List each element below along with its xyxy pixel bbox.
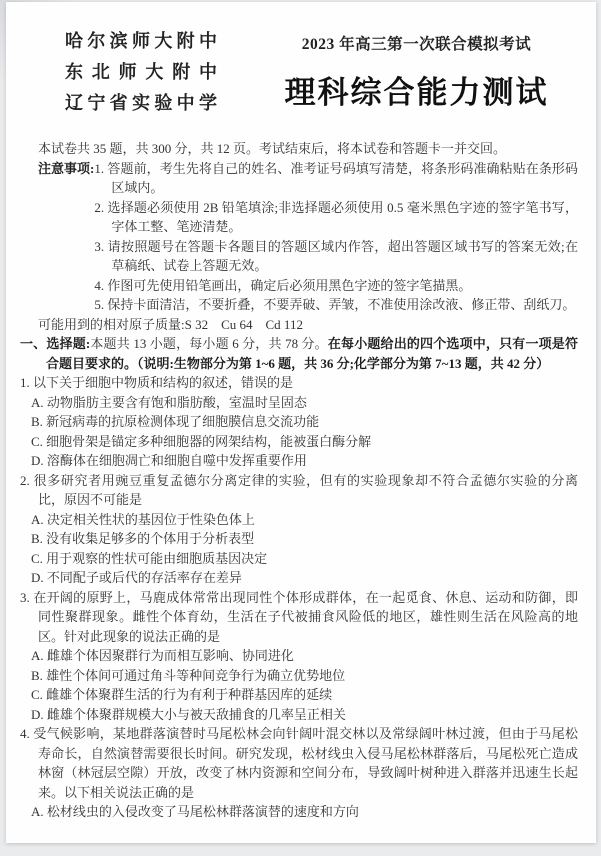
school-name: 哈尔滨师大附中 <box>65 31 217 51</box>
school-name: 辽宁省实验中学 <box>65 93 217 113</box>
notice-items <box>94 159 578 315</box>
option-line: B. 没有收集足够多的个体用于分析表型 <box>31 531 255 546</box>
question-block <box>20 724 578 822</box>
school-list <box>65 26 217 119</box>
exam-page <box>6 2 596 843</box>
question-block <box>20 373 578 471</box>
notice-block <box>38 159 578 315</box>
question-block <box>20 588 578 725</box>
multiple-choice-section <box>20 334 578 822</box>
question-number: 1. <box>20 375 30 390</box>
question-stem <box>20 471 578 510</box>
masthead <box>65 2 578 119</box>
option-line: C. 用于观察的性状可能由细胞质基因决定 <box>31 550 268 566</box>
option-line: D. 不同配子或后代的存活率存在差异 <box>31 570 242 585</box>
notice-item: 3. 请按照题号在答题卡各题目的答题区域内作答，超出答题区域书写的答案无效;在草稿纸、试卷上答题无效。 <box>94 238 578 273</box>
question-number: 3. <box>20 589 30 605</box>
title-block <box>255 26 578 112</box>
notice-item: 5. 保持卡面清洁，不要折叠，不要弄破、弄皱，不准使用涂改液、修正带、刮纸刀。 <box>94 297 576 312</box>
question-stem <box>20 588 578 647</box>
option-line: A. 动物脂肪主要含有饱和脂肪酸，室温时呈固态 <box>31 394 307 410</box>
atomic-mass-line: 可能用到的相对原子质量:S 32 Cu 64 Cd 112 <box>38 316 303 332</box>
option-line: D. 雌雄个体聚群规模大小与被天敌捕食的几率呈正相关 <box>31 706 346 722</box>
exam-instructions <box>38 139 578 334</box>
section-header <box>20 334 578 373</box>
option-line: A. 松材线虫的入侵改变了马尾松林群落演替的速度和方向 <box>31 804 359 819</box>
section-rule: 在每小题给出的四个选项中，只有一项是符合题目要求的。 <box>46 336 578 371</box>
section-stats: 本题共 13 小题，每小题 6 分，共 78 分。 <box>90 336 328 351</box>
option-line: A. 决定相关性状的基因位于性染色体上 <box>31 511 255 527</box>
question-text: 在开阔的原野上，马鹿成体常常出现同性个体形成群体，在一起觅食、休息、运动和防御，即同性聚群现象。雌性个体育幼，生活在子代被捕食风险低的地区，雄性则生活在风险高的地区。针对此现象的说法正确的是 <box>33 589 578 644</box>
question-text: 受气候影响，某地群落演替时马尾松林会向针阔叶混交林以及常绿阔叶林过渡，但由于马尾松寿命长，自然演替需要很长时间。研究发现，松材线虫入侵马尾松林群落后，马尾松死亡造成林窗（林冠层空隙）开放，改变了林内资源和空间分布，导致阔叶树种进入群落并迅速生长起来。以下相关说法正确的是 <box>33 726 578 800</box>
option-line: B. 雄性个体间可通过角斗等种间竞争行为确立优势地位 <box>31 667 346 683</box>
notice-label: 注意事项: <box>38 160 95 176</box>
question-number: 4. <box>20 726 30 741</box>
school-name: 东北师大附中 <box>65 62 217 82</box>
notice-item: 2. 选择题必须使用 2B 铅笔填涂;非选择题必须使用 0.5 毫米黑色字迹的签字笔书写，字体工整、笔迹清楚。 <box>94 199 578 234</box>
exam-summary-line: 本试卷共 35 题，共 300 分，共 12 页。考试结束后，将本试卷和答题卡一并交回。 <box>38 141 507 156</box>
option-line: A. 雌雄个体因聚群行为而相互影响、协同进化 <box>31 648 294 663</box>
option-line: D. 溶酶体在细胞凋亡和细胞自噬中发挥重要作用 <box>31 453 307 468</box>
exam-session-title: 2023 年高三第一次联合模拟考试 <box>301 36 532 53</box>
notice-item: 4. 作图可先使用铅笔画出，确定后必须用黑色字迹的签字笔描黑。 <box>94 277 472 293</box>
question-block <box>20 471 578 588</box>
question-text: 很多研究者用豌豆重复孟德尔分离定律的实验，但有的实验现象却不符合孟德尔实验的分离比，原因不可能是 <box>33 472 578 507</box>
option-line: C. 雌雄个体聚群生活的行为有利于种群基因库的延续 <box>31 687 333 702</box>
question-stem <box>20 373 578 393</box>
option-line: C. 细胞骨架是锚定多种细胞器的网架结构，能被蛋白酶分解 <box>31 433 372 449</box>
option-line: B. 新冠病毒的抗原检测体现了细胞膜信息交流功能 <box>31 414 320 429</box>
question-number: 2. <box>20 472 30 488</box>
question-stem <box>20 724 578 802</box>
section-label: 一、选择题: <box>20 336 91 351</box>
exam-subject-title: 理科综合能力测试 <box>284 75 549 110</box>
notice-item: 1. 答题前，考生先将自己的姓名、准考证号码填写清楚，将条形码准确粘贴在条形码区域内。 <box>94 160 578 195</box>
question-text: 以下关于细胞中物质和结构的叙述，错误的是 <box>33 375 294 390</box>
section-note: （说明:生物部分为第 1~6 题，共 36 分;化学部分为第 7~13 题，共 42 分） <box>137 355 550 371</box>
